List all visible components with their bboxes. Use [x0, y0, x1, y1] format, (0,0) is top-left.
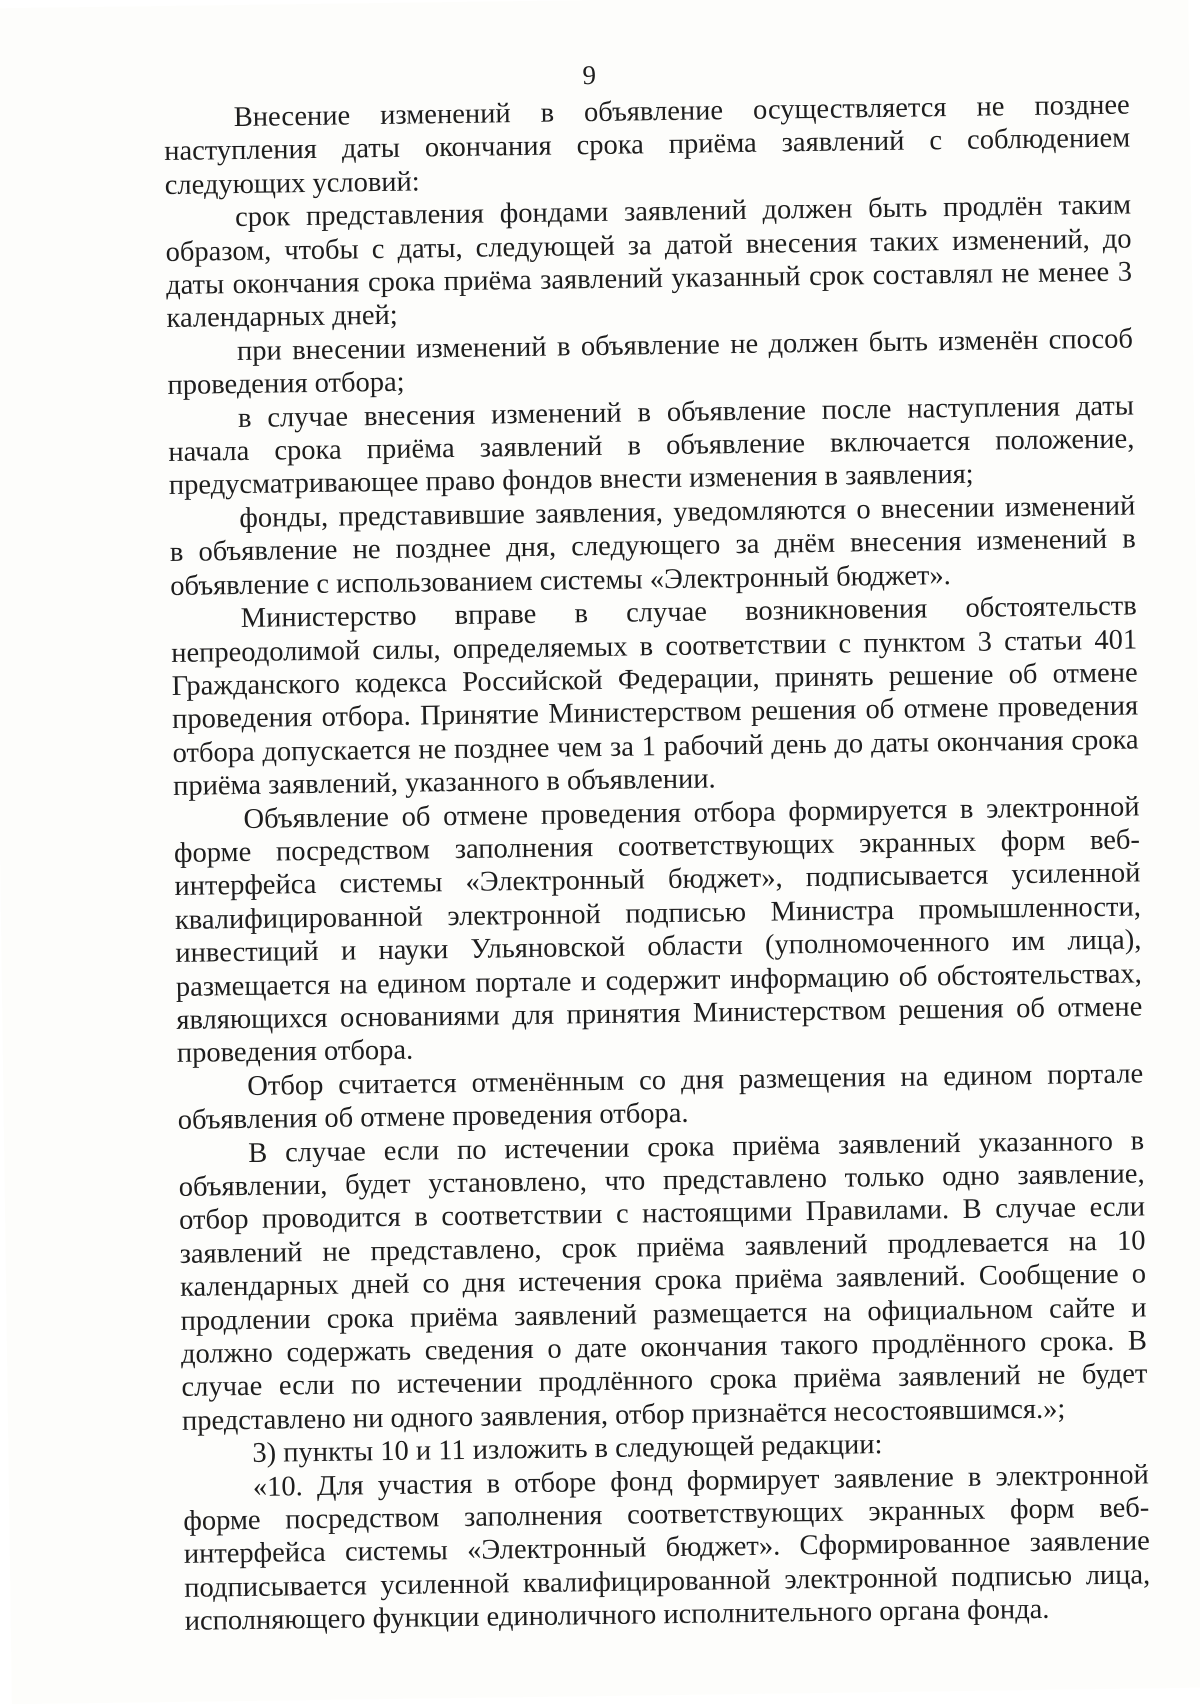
paragraph-amendment-conditions: Внесение изменений в объявление осуществляется не позднее наступления даты окончания срока приёма заявлений с соблюдением следующих условий: [164, 89, 1131, 201]
paragraph-fund-notification: фонды, представившие заявления, уведомляются о внесении изменений в объявление не позднее дня, следующего за днём внесения изменений в объявление с использованием системы «Электронный бюджет». [169, 490, 1136, 602]
paragraph-selection-method: при внесении изменений в объявление не должен быть изменён способ проведения отбора; [167, 323, 1134, 402]
paragraph-item-3: 3) пункты 10 и 11 изложить в следующей редакции: [252, 1429, 883, 1470]
document-body [164, 89, 1151, 1639]
paragraph-single-application: В случае если по истечении срока приёма заявлений указанного в объявлении, будет установлено, что представлено только одно заявление, отбор проводится в соответствии с настоящими Правилами. В случае если заявлений не представлено, срок приёма заявлений продлевается на 10 календарных дней со дня истечения срока приёма заявлений. Сообщение о продлении срока приёма заявлений размещается на официальном сайте и должно содержать сведения о дате окончания такого продлённого срока. В случае если по истечении продлённого срока приёма заявлений не будет представлено ни одного заявления, отбор признаётся несостоявшимся.»; [178, 1125, 1148, 1437]
paragraph-force-majeure: Министерство вправе в случае возникновения обстоятельств непреодолимой силы, определяемых в соответствии с пунктом 3 статьи 401 Гражданского кодекса Российской Федерации, принять решение об отмене проведения отбора. Принятие Министерством решения об отмене проведения отбора допускается не позднее чем за 1 рабочий день до даты окончания срока приёма заявлений, указанного в объявлении. [171, 590, 1139, 803]
page-number: 9 [582, 59, 597, 91]
paragraph-submission-extension: срок представления фондами заявлений должен быть продлён таким образом, чтобы с даты, следующей за датой внесения таких изменений, до даты окончания срока приёма заявлений указанный срок составлял не менее 3 календарных дней; [165, 189, 1133, 335]
paragraph-amendment-right: в случае внесения изменений в объявление после наступления даты начала срока приёма заявлений в объявление включается положение, предусматривающее право фондов внести изменения в заявления; [168, 390, 1135, 502]
paragraph-item-10: «10. Для участия в отборе фонд формирует заявление в электронной форме посредством заполнения соответствующих экранных форм веб-интерфейса системы «Электронный бюджет». Сформированное заявление подписывается усиленной квалифицированной электронной подписью лица, исполняющего функции единоличного исполнительного органа фонда. [183, 1459, 1151, 1638]
paragraph-cancellation-notice: Объявление об отмене проведения отбора формируется в электронной форме посредством заполнения соответствующих экранных форм веб-интерфейса системы «Электронный бюджет», подписывается усиленной квалифицированной электронной подписью Министра промышленности, инвестиций и науки Ульяновской области (уполномоченного им лица), размещается на едином портале и содержит информацию об обстоятельствах, являющихся основаниями для принятия Министерством решения об отмене проведения отбора. [173, 790, 1143, 1070]
paragraph-cancellation-effective: Отбор считается отменённым со дня размещения на едином портале объявления об отмене проведения отбора. [177, 1058, 1144, 1137]
